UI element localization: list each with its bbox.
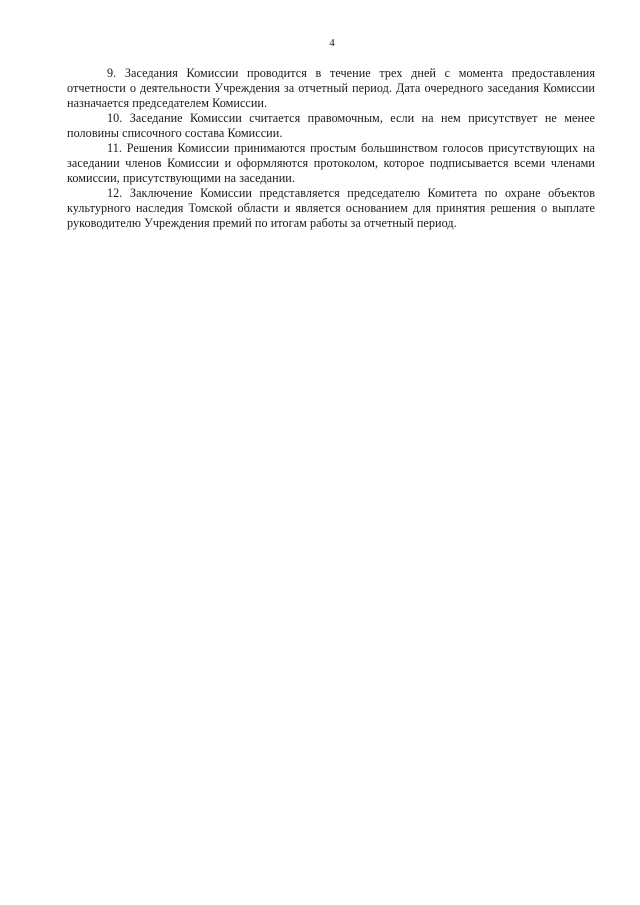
document-body [67, 66, 595, 231]
paragraph-12: 12. Заключение Комиссии представляется председателю Комитета по охране объектов культурного наследия Томской области и является основанием для принятия решения о выплате руководителю Учреждения премий по итогам работы за отчетный период. [67, 186, 595, 230]
paragraph-11: 11. Решения Комиссии принимаются простым большинством голосов присутствующих на заседании членов Комиссии и оформляются протоколом, которое подписывается всеми членами комиссии, присутствующими на заседании. [67, 141, 595, 185]
paragraph-9: 9. Заседания Комиссии проводится в течение трех дней с момента предоставления отчетности о деятельности Учреждения за отчетный период. Дата очередного заседания Комиссии назначается председателем Комиссии. [67, 66, 595, 110]
page-number: 4 [329, 37, 335, 49]
paragraph-10: 10. Заседание Комиссии считается правомочным, если на нем присутствует не менее половины списочного состава Комиссии. [67, 111, 595, 140]
